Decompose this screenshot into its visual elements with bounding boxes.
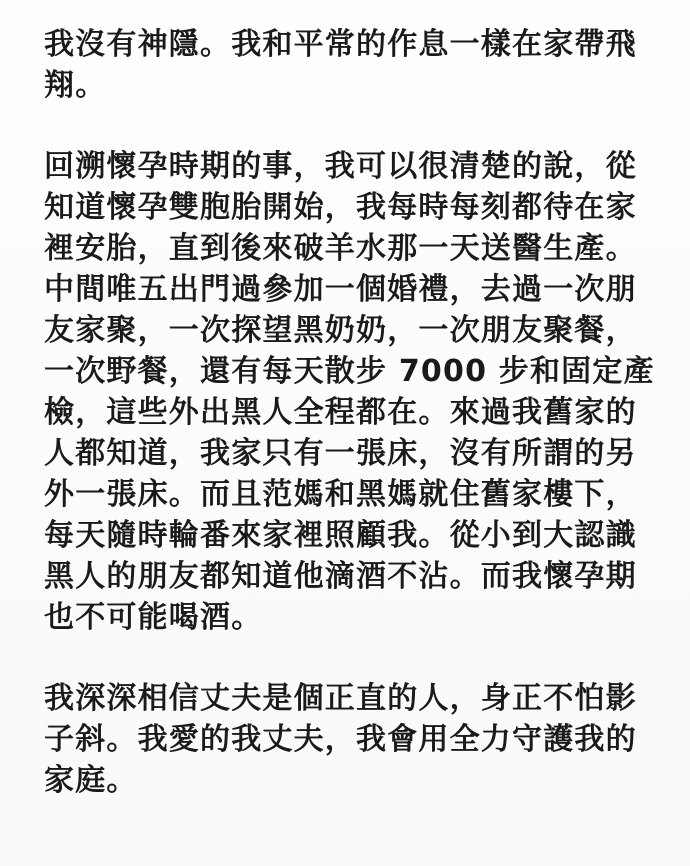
text-line: 黑人的朋友都知道他滴酒不沾。而我懷孕期 (44, 559, 637, 594)
text-line: 子斜。我愛的我丈夫，我會用全力守護我的 (44, 722, 637, 757)
text-line: 家庭。 (44, 763, 138, 798)
text-line: 我沒有神隱。我和平常的作息一樣在家帶飛 (44, 27, 637, 62)
text-line: 裡安胎，直到後來破羊水那一天送醫生產。 (44, 231, 637, 266)
text-line: 檢，這些外出黑人全程都在。來過我舊家的 (44, 395, 637, 430)
text-line: 一次野餐，還有每天散步 7000 步和固定產 (44, 354, 655, 389)
text-line: 人都知道，我家只有一張床，沒有所謂的另 (44, 436, 637, 471)
paragraph-2 (44, 146, 658, 638)
text-line: 每天隨時輪番來家裡照顧我。從小到大認識 (44, 518, 637, 553)
text-line: 中間唯五出門過參加一個婚禮，去過一次朋 (44, 272, 637, 307)
text-line: 知道懷孕雙胞胎開始，我每時每刻都待在家 (44, 190, 637, 225)
paragraph-3 (44, 678, 658, 801)
paragraph-1 (44, 24, 658, 106)
text-line: 我深深相信丈夫是個正直的人，身正不怕影 (44, 681, 637, 716)
text-line: 翔。 (44, 68, 107, 103)
text-line: 也不可能喝酒。 (44, 600, 263, 635)
text-line: 回溯懷孕時期的事，我可以很清楚的說，從 (44, 149, 637, 184)
paragraph-gap (44, 106, 658, 146)
text-line: 友家聚，一次探望黑奶奶，一次朋友聚餐， (44, 313, 637, 348)
text-line: 外一張床。而且范媽和黑媽就住舊家樓下， (44, 477, 637, 512)
paragraph-gap (44, 638, 658, 678)
